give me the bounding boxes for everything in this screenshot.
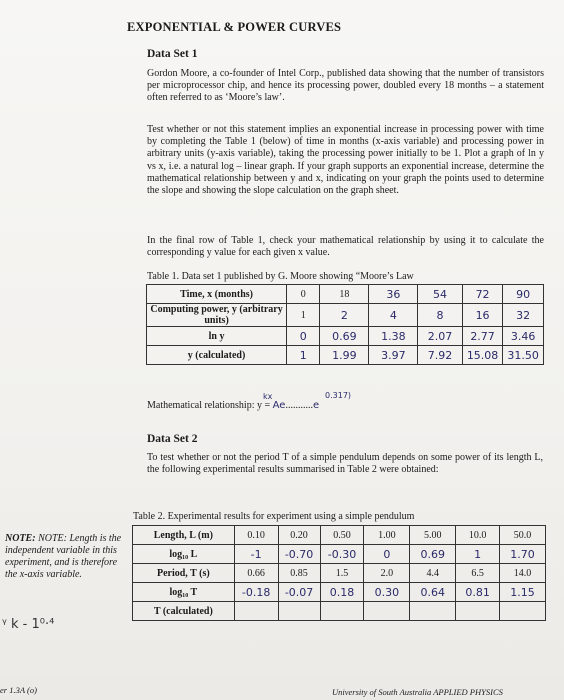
table-1-cell: 4 (369, 304, 418, 327)
table-2-cell: 0.50 (320, 526, 364, 545)
table-2-cell: 1.70 (500, 545, 546, 564)
table-2-cell: 0.18 (320, 583, 364, 602)
table-1-cell: 31.50 (503, 346, 544, 365)
table-2-row-label: log₁₀ L (133, 545, 235, 564)
footer-right: University of South Australia APPLIED PHYSICS (332, 687, 503, 697)
table-2-cell (320, 602, 364, 621)
table-1-cell: 7.92 (418, 346, 462, 365)
table-2-row (133, 583, 546, 602)
table-2-cell: 1.00 (364, 526, 410, 545)
table-2-cell: 0.81 (456, 583, 500, 602)
table-2-row-label: log₁₀ T (133, 583, 235, 602)
table-2-cell: 1.5 (320, 564, 364, 583)
table-2-cell: 1.15 (500, 583, 546, 602)
page-title: EXPONENTIAL & POWER CURVES (127, 20, 342, 34)
table-2-cell: 2.0 (364, 564, 410, 583)
table-1-row (147, 327, 544, 346)
table-1-cell: 0 (287, 285, 320, 304)
table-1-cell: 8 (418, 304, 462, 327)
table-2-cell (278, 602, 320, 621)
table-1-row-label: Computing power, y (arbitrary units) (147, 304, 287, 327)
set1-paragraph-1: Gordon Moore, a co-founder of Intel Corp., published data showing that the number of transistors per microprocessor chip, and hence its processing power, doubled every 18 months – a statement often referred to as ‘Moore’s law’. (147, 68, 544, 104)
math-relationship-handwritten-2: e (312, 400, 320, 411)
table-2-cell (456, 602, 500, 621)
note-body: NOTE: Length is the independent variable in this experiment, and is therefore the x-axis variable. (5, 533, 122, 580)
math-superscript-kx: kx (263, 392, 273, 401)
table-2-cell: 5.00 (410, 526, 456, 545)
table-2-row (133, 602, 546, 621)
data-set-1-heading: Data Set 1 (147, 48, 198, 60)
table-1-caption: Table 1. Data set 1 published by G. Moore showing “Moore’s Law (147, 271, 414, 282)
table-2-row (133, 564, 546, 583)
table-1-cell: 36 (369, 285, 418, 304)
table-1-cell: 1 (287, 304, 320, 327)
table-1-row-label: Time, x (months) (147, 285, 287, 304)
table-2-row (133, 526, 546, 545)
table-1-cell: 18 (320, 285, 369, 304)
table-1-cell: 1 (287, 346, 320, 365)
table-2-cell (364, 602, 410, 621)
table-2-cell: 50.0 (500, 526, 546, 545)
table-2-cell: 14.0 (500, 564, 546, 583)
table-2-cell (410, 602, 456, 621)
table-1-row-label: y (calculated) (147, 346, 287, 365)
table-2-cell: -0.70 (278, 545, 320, 564)
table-2-cell: 0.10 (234, 526, 278, 545)
handwritten-scribble: ᵞ k - 1⁰·⁴ (2, 617, 55, 632)
table-2-row-label: Period, T (s) (133, 564, 235, 583)
note-text: NOTE: NOTE: Length is the independent variable in this experiment, and is therefore the x-axis variable. (5, 533, 122, 580)
table-2-row-label: T (calculated) (133, 602, 235, 621)
table-1-cell: 1.99 (320, 346, 369, 365)
table-2-cell: 0.30 (364, 583, 410, 602)
table-2-cell: 0.85 (278, 564, 320, 583)
table-2-cell: 0.69 (410, 545, 456, 564)
table-1 (146, 284, 544, 365)
table-2-cell (500, 602, 546, 621)
table-1-cell: 32 (503, 304, 544, 327)
table-2-cell: -1 (234, 545, 278, 564)
table-2-cell: -0.07 (278, 583, 320, 602)
table-1-cell: 0 (287, 327, 320, 346)
table-2-row-label: Length, L (m) (133, 526, 235, 545)
table-2-cell: 0 (364, 545, 410, 564)
footer-left: er 1.3A (o) (0, 685, 37, 695)
table-1-row (147, 304, 544, 327)
table-2-cell (234, 602, 278, 621)
table-2-cell: 1 (456, 545, 500, 564)
table-1-cell: 72 (462, 285, 503, 304)
table-2-cell: 10.0 (456, 526, 500, 545)
table-2-row (133, 545, 546, 564)
table-2-caption: Table 2. Experimental results for experiment using a simple pendulum (133, 511, 415, 522)
table-1-cell: 90 (503, 285, 544, 304)
table-1-cell: 2 (320, 304, 369, 327)
set1-paragraph-3: In the final row of Table 1, check your mathematical relationship by using it to calculate the corresponding y value for each given x value. (147, 235, 544, 259)
set1-paragraph-2: Test whether or not this statement implies an exponential increase in processing power with time by completing the Table 1 (below) of time in months (x-axis variable) and processing power in arbitrary units (y-axis variable), taking the processing power initially to be 1. Plot a graph of ln y vs x, i.e. a natural log – linear graph. If your graph supports an exponential increase, determine the mathematical relationship between y and x, indicating on your graph the points used to determine the slope and showing the slope calculation on the graph sheet. (147, 124, 544, 197)
table-2-cell: -0.30 (320, 545, 364, 564)
table-2-cell: 0.20 (278, 526, 320, 545)
table-1-row (147, 285, 544, 304)
math-relationship: Mathematical relationship: y = Ae...........e (147, 400, 320, 411)
table-2-cell: 6.5 (456, 564, 500, 583)
math-superscript-value: 0.317) (325, 391, 352, 400)
table-1-cell: 0.69 (320, 327, 369, 346)
table-1-row-label: ln y (147, 327, 287, 346)
set2-paragraph-1: To test whether or not the period T of a simple pendulum depends on some power of its length L, the following experimental results summarised in Table 2 were obtained: (147, 452, 543, 476)
table-2-cell: -0.18 (234, 583, 278, 602)
table-2-cell: 0.66 (234, 564, 278, 583)
math-relationship-handwritten: Ae (272, 400, 286, 411)
math-relationship-label: Mathematical relationship: y = (147, 400, 273, 411)
table-2-cell: 4.4 (410, 564, 456, 583)
table-1-cell: 2.77 (462, 327, 503, 346)
table-2 (132, 525, 546, 621)
table-1-cell: 3.46 (503, 327, 544, 346)
data-set-2-heading: Data Set 2 (147, 433, 198, 445)
table-1-cell: 15.08 (462, 346, 503, 365)
table-1-cell: 1.38 (369, 327, 418, 346)
table-1-cell: 3.97 (369, 346, 418, 365)
table-1-cell: 16 (462, 304, 503, 327)
table-1-cell: 2.07 (418, 327, 462, 346)
table-1-row (147, 346, 544, 365)
table-2-cell: 0.64 (410, 583, 456, 602)
table-1-cell: 54 (418, 285, 462, 304)
